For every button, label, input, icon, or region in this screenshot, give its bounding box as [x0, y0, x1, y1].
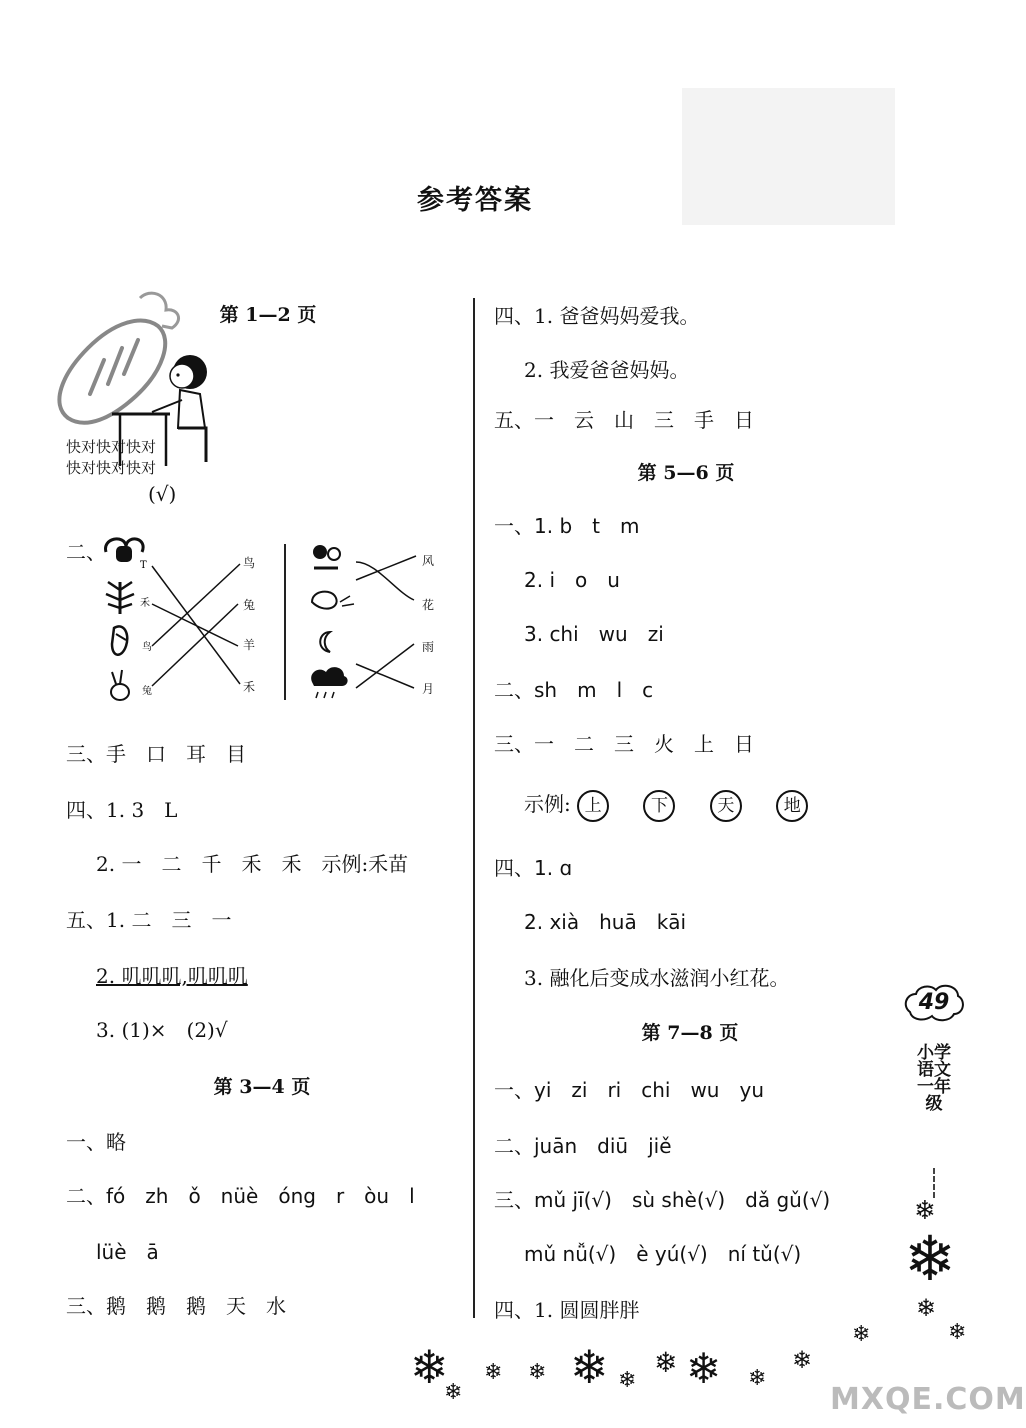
- s3-q4-3: 3. 融化后变成水滋润小红花。: [524, 966, 790, 990]
- q4-1-answer: 四、1. 3 L: [66, 798, 178, 822]
- snowflake-icon: ❄: [948, 1320, 967, 1345]
- column-divider: [473, 298, 475, 1318]
- page-number: 49: [918, 990, 950, 1015]
- snowflake-icon: ❄: [852, 1322, 871, 1347]
- snowflake-icon: ❄: [914, 1196, 936, 1226]
- r-q4-1-answer: 四、1. 爸爸妈妈爱我。: [494, 304, 700, 328]
- match-word-4: 禾: [243, 680, 256, 694]
- snowflake-icon: ❄: [410, 1340, 449, 1394]
- s3-q1-1: 一、1. b t m: [494, 514, 640, 538]
- snowflake-icon: ❄: [444, 1380, 463, 1405]
- s4-q2: 二、juān diū jiě: [494, 1134, 672, 1158]
- example-label: 示例:: [524, 792, 571, 816]
- q1-checkmark: (√): [148, 482, 177, 506]
- snowflake-icon: ❄: [570, 1340, 609, 1394]
- section-heading-p1-2: 第 1—2 页: [219, 304, 317, 326]
- match-word-3: 羊: [243, 638, 256, 652]
- page-title: 参考答案: [417, 185, 533, 216]
- side-dashed-line: [933, 1168, 935, 1198]
- s3-q4-2: 2. xià huā kāi: [524, 910, 687, 934]
- s4-q3-b: mǔ nǚ(√) è yú(√) ní tǔ(√): [524, 1242, 802, 1266]
- circled-char-2: 下: [643, 790, 675, 822]
- snowflake-icon: ❄: [686, 1344, 722, 1393]
- p3-q2-answer-b: lüè ā: [96, 1240, 159, 1264]
- match-word-5: 风: [422, 554, 435, 568]
- section-heading-p3-4: 第 3—4 页: [213, 1076, 311, 1098]
- snowflake-icon: ❄: [916, 1294, 937, 1322]
- wind-picture-icon: [312, 592, 354, 609]
- section-heading-p5-6: 第 5—6 页: [637, 462, 735, 484]
- matching-divider: [284, 544, 286, 700]
- circled-char-4: 地: [776, 790, 808, 822]
- q1-row-1: 快对快对快对: [66, 438, 157, 456]
- r-q4-2-answer: 2. 我爱爸爸妈妈。: [524, 358, 690, 382]
- snowflake-icon: ❄: [904, 1222, 956, 1295]
- s3-q1-2: 2. i o u: [524, 568, 620, 592]
- snowflake-icon: ❄: [484, 1360, 503, 1385]
- match-word-1: 鸟: [243, 556, 256, 570]
- section-heading-p7-8: 第 7—8 页: [641, 1022, 739, 1044]
- s3-example-row: [524, 788, 836, 822]
- q3-answer: 三、手 口 耳 目: [66, 742, 246, 766]
- match-word-2: 兔: [243, 598, 256, 612]
- subject-label: 小学语文一年级: [917, 1043, 951, 1114]
- snowflake-icon: ❄: [618, 1368, 637, 1393]
- match-word-7: 雨: [422, 640, 435, 654]
- snowflake-icon: ❄: [528, 1360, 547, 1385]
- s4-q3-a: 三、mǔ jī(√) sù shè(√) dǎ gǔ(√): [494, 1188, 831, 1212]
- moon-picture-icon: [320, 632, 330, 652]
- bird-picture-icon: [112, 626, 152, 654]
- matching-diagram-right: [304, 540, 434, 706]
- r-q5-answer: 五、一 云 山 三 手 日: [494, 408, 754, 432]
- rabbit-picture-icon: [111, 670, 152, 700]
- q2-label: 二、: [66, 540, 106, 564]
- snowflake-icon: ❄: [654, 1346, 678, 1379]
- s3-q4-1: 四、1. ɑ: [494, 856, 573, 880]
- s3-q3: 三、一 二 三 火 上 日: [494, 732, 754, 756]
- q4-2-answer: 2. 一 二 千 禾 禾 示例:禾苗: [96, 852, 409, 876]
- snowflake-icon: ❄: [792, 1346, 813, 1374]
- q5-2-answer: 2. 叽叽叽,叽叽叽: [96, 964, 248, 988]
- q5-3-answer: 3. (1)× (2)√: [96, 1018, 228, 1042]
- p3-q1-answer: 一、略: [66, 1130, 126, 1154]
- circled-char-3: 天: [710, 790, 742, 822]
- s3-q1-3: 3. chi wu zi: [524, 622, 664, 646]
- flower-picture-icon: [313, 545, 340, 568]
- p3-q3-answer: 三、鹅 鹅 鹅 天 水: [66, 1294, 286, 1318]
- svg-text:禾: 禾: [140, 598, 150, 609]
- grain-picture-icon: [106, 582, 150, 614]
- svg-text:鸟: 鸟: [142, 642, 152, 653]
- q5-1-answer: 五、1. 二 三 一: [66, 908, 232, 932]
- circled-char-1: 上: [577, 790, 609, 822]
- watermark: MXQE.COM: [830, 1382, 1026, 1417]
- rain-cloud-picture-icon: [311, 667, 347, 698]
- q1-row-2: 快对快对快对: [66, 459, 157, 477]
- match-word-8: 月: [422, 682, 435, 696]
- match-word-6: 花: [422, 598, 435, 612]
- ram-picture-icon: [106, 539, 147, 571]
- svg-text:兔: 兔: [142, 686, 152, 697]
- p3-q2-answer-a: 二、fó zh ǒ nüè óng r òu l: [66, 1184, 415, 1208]
- snowflake-icon: ❄: [748, 1366, 767, 1391]
- s4-q1: 一、yi zi ri chi wu yu: [494, 1078, 764, 1102]
- s4-q4-1: 四、1. 圆圆胖胖: [494, 1298, 640, 1322]
- s3-q2: 二、sh m l c: [494, 678, 654, 702]
- svg-text:T: T: [140, 560, 147, 571]
